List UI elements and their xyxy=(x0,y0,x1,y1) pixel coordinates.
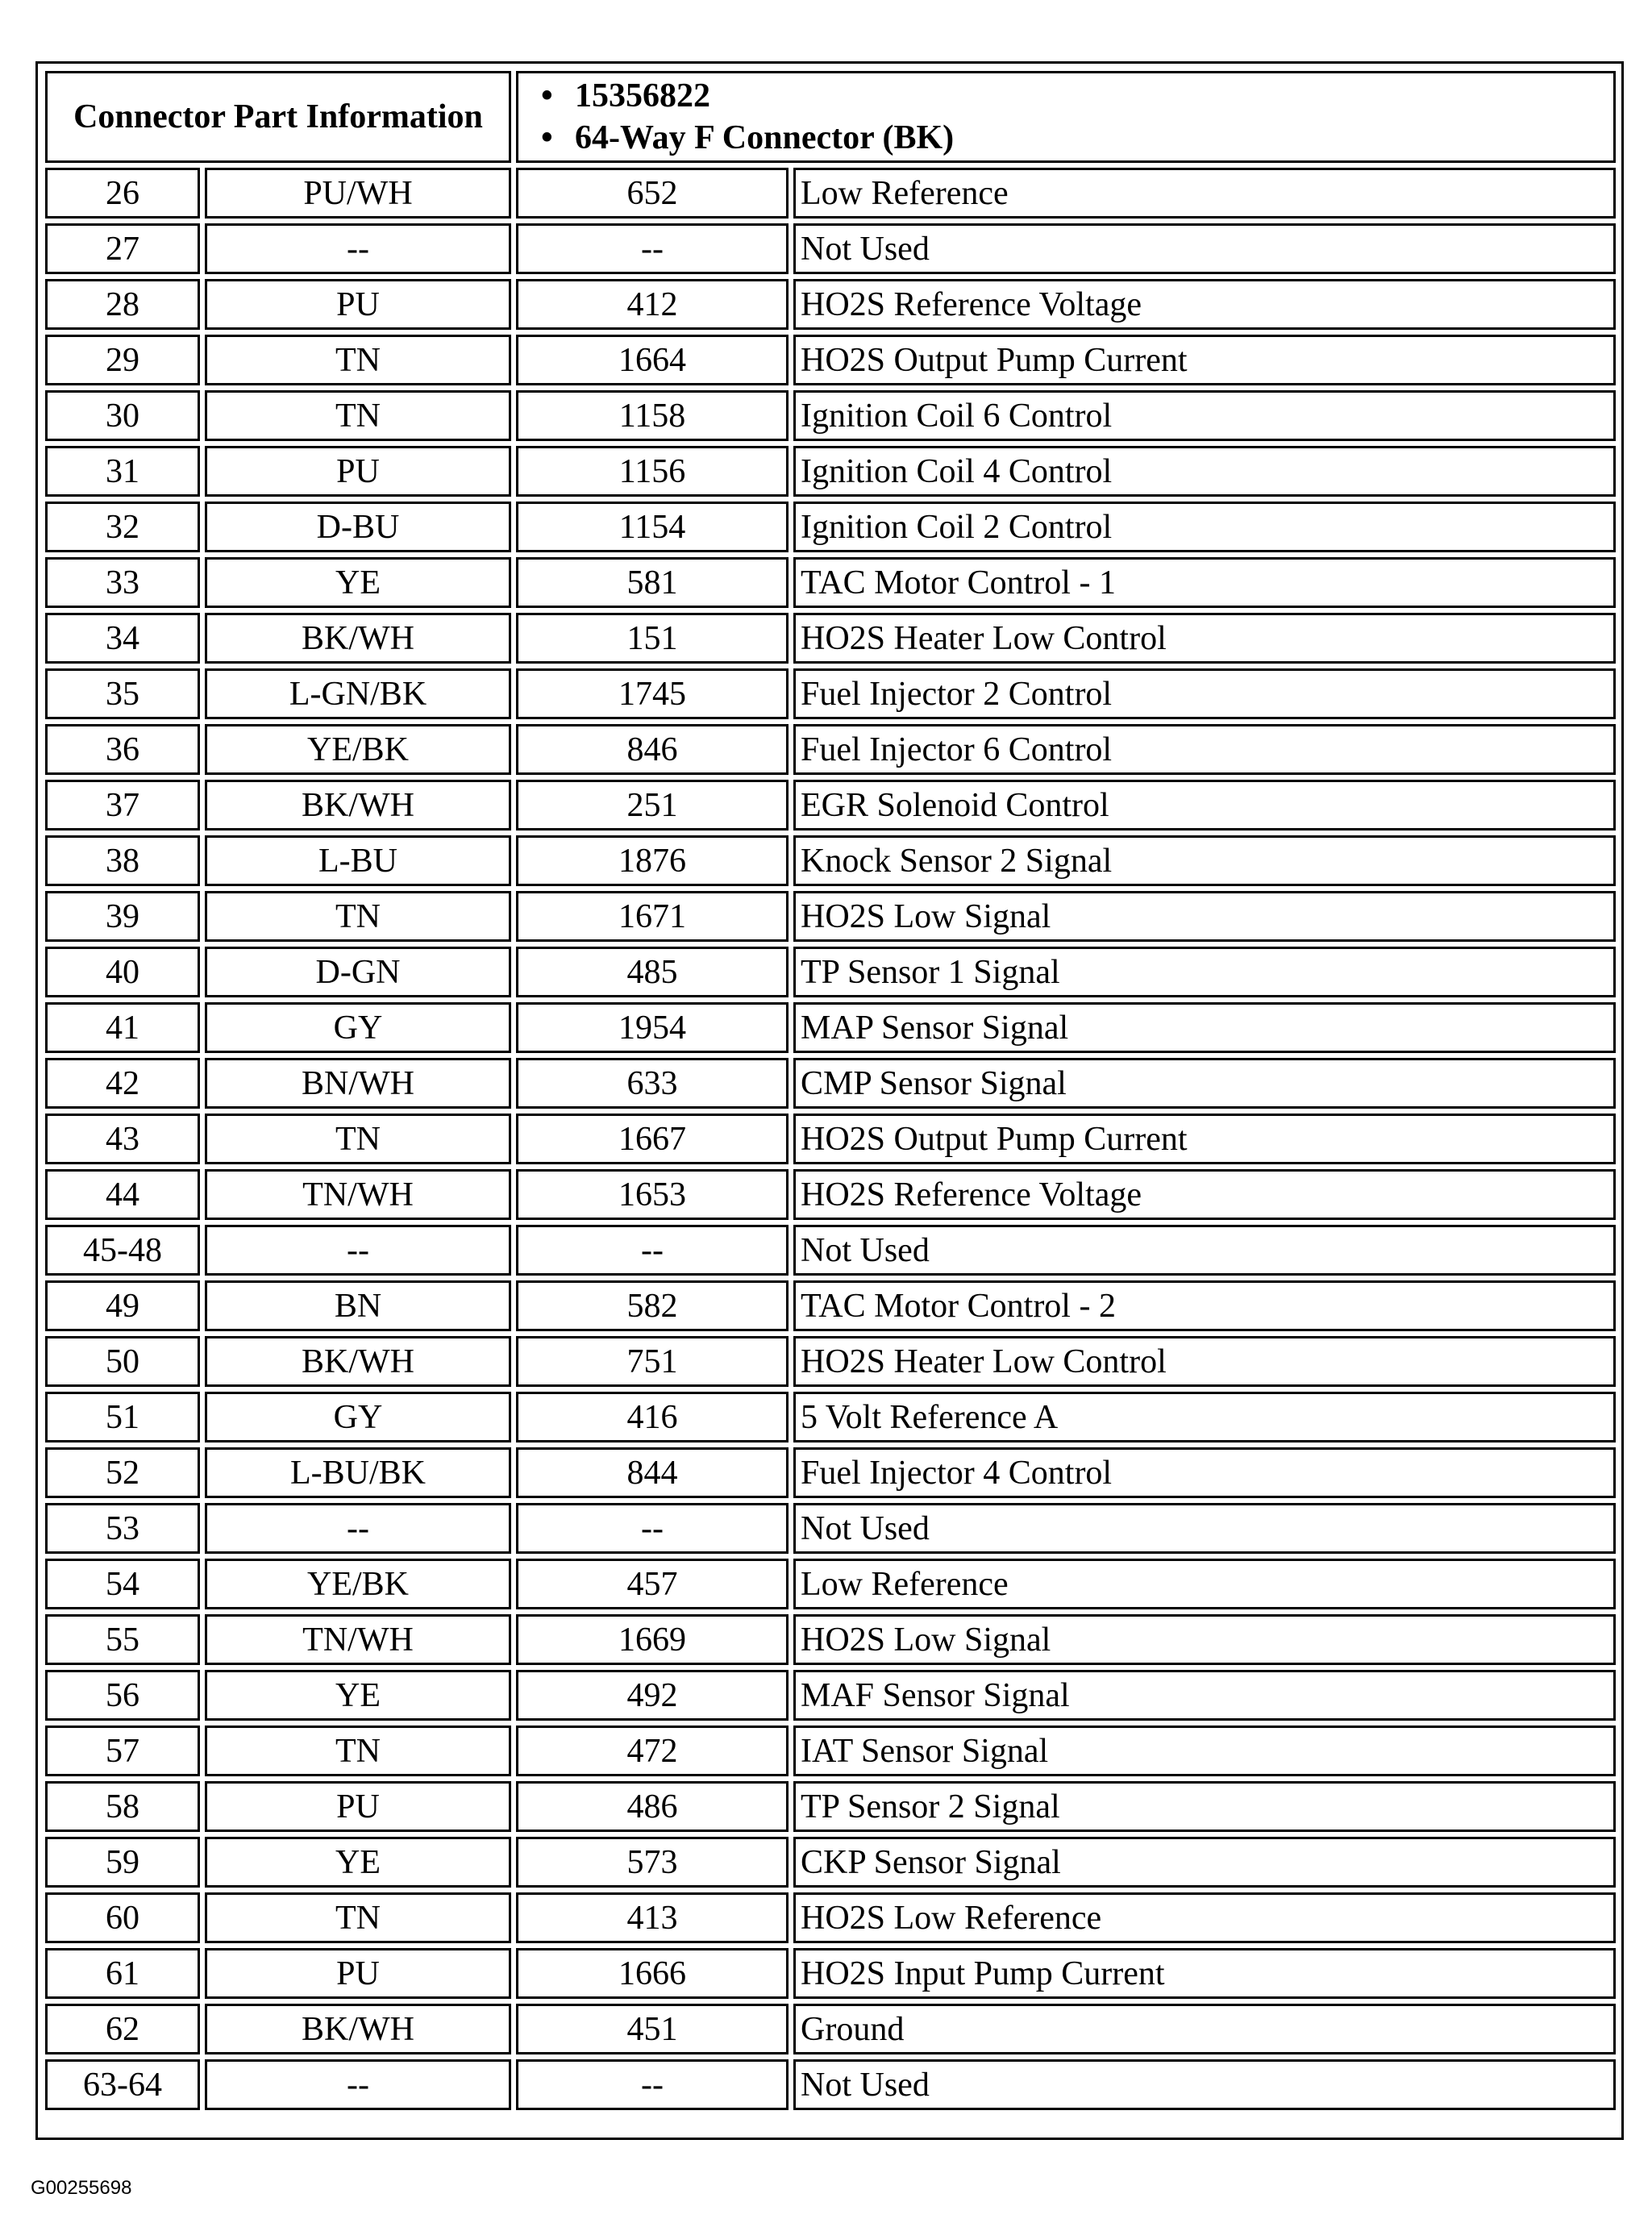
pin-cell: 27 xyxy=(45,223,200,274)
circuit-number-cell: 633 xyxy=(516,1058,789,1109)
function-cell: HO2S Output Pump Current xyxy=(793,1114,1616,1164)
function-cell: HO2S Reference Voltage xyxy=(793,279,1616,330)
function-cell: HO2S Heater Low Control xyxy=(793,613,1616,664)
wire-color-cell: TN xyxy=(205,1726,511,1776)
table-row xyxy=(45,724,1616,775)
wire-color-cell: PU xyxy=(205,279,511,330)
wire-color-cell: -- xyxy=(205,2059,511,2110)
wire-color-cell: -- xyxy=(205,1503,511,1554)
table-row xyxy=(45,2004,1616,2054)
table-row xyxy=(45,168,1616,219)
circuit-number-cell: 1158 xyxy=(516,390,789,441)
function-cell: Not Used xyxy=(793,1225,1616,1276)
wire-color-cell: TN xyxy=(205,891,511,942)
function-cell: Not Used xyxy=(793,223,1616,274)
pin-cell: 29 xyxy=(45,335,200,385)
circuit-number-cell: 1745 xyxy=(516,668,789,719)
function-cell: TAC Motor Control - 2 xyxy=(793,1280,1616,1331)
function-cell: Fuel Injector 2 Control xyxy=(793,668,1616,719)
wire-color-cell: TN/WH xyxy=(205,1614,511,1665)
part-number: • 15356822 xyxy=(575,75,1610,117)
table-row xyxy=(45,1837,1616,1888)
wire-color-cell: PU xyxy=(205,1948,511,1999)
table-row xyxy=(45,1614,1616,1665)
circuit-number-cell: 472 xyxy=(516,1726,789,1776)
wire-color-cell: YE xyxy=(205,1670,511,1721)
pin-cell: 30 xyxy=(45,390,200,441)
function-cell: Low Reference xyxy=(793,168,1616,219)
function-cell: HO2S Low Reference xyxy=(793,1892,1616,1943)
function-cell: CKP Sensor Signal xyxy=(793,1837,1616,1888)
table-row xyxy=(45,279,1616,330)
pin-cell: 58 xyxy=(45,1781,200,1832)
pin-cell: 54 xyxy=(45,1559,200,1609)
pin-cell: 41 xyxy=(45,1002,200,1053)
wire-color-cell: PU xyxy=(205,1781,511,1832)
circuit-number-cell: -- xyxy=(516,1503,789,1554)
function-cell: Not Used xyxy=(793,1503,1616,1554)
wire-color-cell: -- xyxy=(205,1225,511,1276)
wire-color-cell: L-BU/BK xyxy=(205,1447,511,1498)
circuit-number-cell: 416 xyxy=(516,1392,789,1442)
table-row xyxy=(45,1948,1616,1999)
function-cell: Fuel Injector 6 Control xyxy=(793,724,1616,775)
circuit-number-cell: 486 xyxy=(516,1781,789,1832)
pin-cell: 60 xyxy=(45,1892,200,1943)
pin-cell: 28 xyxy=(45,279,200,330)
table-row xyxy=(45,335,1616,385)
function-cell: Ignition Coil 4 Control xyxy=(793,446,1616,497)
pin-cell: 40 xyxy=(45,947,200,997)
circuit-number-cell: 652 xyxy=(516,168,789,219)
pin-cell: 36 xyxy=(45,724,200,775)
table-row xyxy=(45,613,1616,664)
circuit-number-cell: -- xyxy=(516,1225,789,1276)
wire-color-cell: TN/WH xyxy=(205,1169,511,1220)
circuit-number-cell: 1664 xyxy=(516,335,789,385)
pin-cell: 34 xyxy=(45,613,200,664)
table-row xyxy=(45,1726,1616,1776)
circuit-number-cell: 1671 xyxy=(516,891,789,942)
wire-color-cell: YE/BK xyxy=(205,724,511,775)
wire-color-cell: L-GN/BK xyxy=(205,668,511,719)
connector-description: • 64-Way F Connector (BK) xyxy=(575,117,1610,159)
table-row xyxy=(45,223,1616,274)
connector-part-information-label: Connector Part Information xyxy=(45,71,511,163)
circuit-number-cell: 846 xyxy=(516,724,789,775)
table-row xyxy=(45,446,1616,497)
table-row xyxy=(45,668,1616,719)
table-row xyxy=(45,1169,1616,1220)
circuit-number-cell: 485 xyxy=(516,947,789,997)
function-cell: TAC Motor Control - 1 xyxy=(793,557,1616,608)
wire-color-cell: YE xyxy=(205,557,511,608)
wire-color-cell: GY xyxy=(205,1392,511,1442)
table-row xyxy=(45,947,1616,997)
table-row xyxy=(45,1781,1616,1832)
wire-color-cell: PU/WH xyxy=(205,168,511,219)
pin-cell: 38 xyxy=(45,835,200,886)
table-row xyxy=(45,1559,1616,1609)
wire-color-cell: TN xyxy=(205,1892,511,1943)
circuit-number-cell: 582 xyxy=(516,1280,789,1331)
table-row xyxy=(45,1280,1616,1331)
circuit-number-cell: 1667 xyxy=(516,1114,789,1164)
header-row xyxy=(45,71,1616,163)
table-row xyxy=(45,835,1616,886)
pin-cell: 42 xyxy=(45,1058,200,1109)
circuit-number-cell: 1876 xyxy=(516,835,789,886)
function-cell: Low Reference xyxy=(793,1559,1616,1609)
function-cell: HO2S Reference Voltage xyxy=(793,1169,1616,1220)
function-cell: Knock Sensor 2 Signal xyxy=(793,835,1616,886)
function-cell: HO2S Input Pump Current xyxy=(793,1948,1616,1999)
circuit-number-cell: 492 xyxy=(516,1670,789,1721)
circuit-number-cell: 573 xyxy=(516,1837,789,1888)
figure-code: G00255698 xyxy=(31,2177,132,2199)
function-cell: IAT Sensor Signal xyxy=(793,1726,1616,1776)
pin-cell: 33 xyxy=(45,557,200,608)
wire-color-cell: TN xyxy=(205,1114,511,1164)
wire-color-cell: -- xyxy=(205,223,511,274)
wire-color-cell: YE/BK xyxy=(205,1559,511,1609)
circuit-number-cell: 844 xyxy=(516,1447,789,1498)
function-cell: EGR Solenoid Control xyxy=(793,780,1616,831)
circuit-number-cell: 751 xyxy=(516,1336,789,1387)
wire-color-cell: D-GN xyxy=(205,947,511,997)
table-row xyxy=(45,390,1616,441)
wire-color-cell: BK/WH xyxy=(205,780,511,831)
pin-cell: 57 xyxy=(45,1726,200,1776)
table-row xyxy=(45,1503,1616,1554)
pin-cell: 35 xyxy=(45,668,200,719)
circuit-number-cell: 1156 xyxy=(516,446,789,497)
function-cell: MAP Sensor Signal xyxy=(793,1002,1616,1053)
function-cell: TP Sensor 2 Signal xyxy=(793,1781,1616,1832)
pin-cell: 32 xyxy=(45,502,200,552)
wire-color-cell: TN xyxy=(205,335,511,385)
pin-cell: 44 xyxy=(45,1169,200,1220)
pin-cell: 62 xyxy=(45,2004,200,2054)
table-row xyxy=(45,891,1616,942)
part-info-list xyxy=(575,75,1610,159)
pin-cell: 52 xyxy=(45,1447,200,1498)
table-row xyxy=(45,557,1616,608)
circuit-number-cell: 451 xyxy=(516,2004,789,2054)
table-row xyxy=(45,1892,1616,1943)
pin-cell: 51 xyxy=(45,1392,200,1442)
table-row xyxy=(45,1336,1616,1387)
pin-cell: 63-64 xyxy=(45,2059,200,2110)
wire-color-cell: YE xyxy=(205,1837,511,1888)
pin-cell: 50 xyxy=(45,1336,200,1387)
pin-cell: 45-48 xyxy=(45,1225,200,1276)
pin-cell: 37 xyxy=(45,780,200,831)
pin-cell: 56 xyxy=(45,1670,200,1721)
pin-cell: 39 xyxy=(45,891,200,942)
function-cell: Fuel Injector 4 Control xyxy=(793,1447,1616,1498)
circuit-number-cell: 1653 xyxy=(516,1169,789,1220)
wire-color-cell: BN/WH xyxy=(205,1058,511,1109)
circuit-number-cell: 151 xyxy=(516,613,789,664)
circuit-number-cell: -- xyxy=(516,2059,789,2110)
function-cell: Ignition Coil 2 Control xyxy=(793,502,1616,552)
pin-cell: 43 xyxy=(45,1114,200,1164)
function-cell: HO2S Low Signal xyxy=(793,1614,1616,1665)
wire-color-cell: BN xyxy=(205,1280,511,1331)
wire-color-cell: PU xyxy=(205,446,511,497)
table-row xyxy=(45,502,1616,552)
circuit-number-cell: 413 xyxy=(516,1892,789,1943)
table-row xyxy=(45,780,1616,831)
table-row xyxy=(45,1002,1616,1053)
function-cell: MAF Sensor Signal xyxy=(793,1670,1616,1721)
wire-color-cell: BK/WH xyxy=(205,1336,511,1387)
wire-color-cell: BK/WH xyxy=(205,2004,511,2054)
circuit-number-cell: 1154 xyxy=(516,502,789,552)
pin-cell: 53 xyxy=(45,1503,200,1554)
pin-cell: 49 xyxy=(45,1280,200,1331)
table-row xyxy=(45,1392,1616,1442)
function-cell: Ground xyxy=(793,2004,1616,2054)
connector-part-information-values xyxy=(516,71,1616,163)
table-row xyxy=(45,1225,1616,1276)
pin-cell: 26 xyxy=(45,168,200,219)
table-row xyxy=(45,1670,1616,1721)
circuit-number-cell: -- xyxy=(516,223,789,274)
pin-cell: 61 xyxy=(45,1948,200,1999)
function-cell: Not Used xyxy=(793,2059,1616,2110)
wire-color-cell: L-BU xyxy=(205,835,511,886)
circuit-number-cell: 1954 xyxy=(516,1002,789,1053)
wire-color-cell: GY xyxy=(205,1002,511,1053)
function-cell: TP Sensor 1 Signal xyxy=(793,947,1616,997)
table-row xyxy=(45,1447,1616,1498)
circuit-number-cell: 457 xyxy=(516,1559,789,1609)
wire-color-cell: D-BU xyxy=(205,502,511,552)
wire-color-cell: TN xyxy=(205,390,511,441)
circuit-number-cell: 1669 xyxy=(516,1614,789,1665)
function-cell: HO2S Low Signal xyxy=(793,891,1616,942)
circuit-number-cell: 1666 xyxy=(516,1948,789,1999)
function-cell: Ignition Coil 6 Control xyxy=(793,390,1616,441)
table-body xyxy=(45,71,1616,2110)
function-cell: 5 Volt Reference A xyxy=(793,1392,1616,1442)
circuit-number-cell: 251 xyxy=(516,780,789,831)
connector-pinout-table xyxy=(40,66,1621,2115)
wire-color-cell: BK/WH xyxy=(205,613,511,664)
pin-cell: 59 xyxy=(45,1837,200,1888)
pin-cell: 55 xyxy=(45,1614,200,1665)
table-row xyxy=(45,2059,1616,2110)
table-row xyxy=(45,1058,1616,1109)
table-row xyxy=(45,1114,1616,1164)
function-cell: HO2S Heater Low Control xyxy=(793,1336,1616,1387)
circuit-number-cell: 581 xyxy=(516,557,789,608)
pin-cell: 31 xyxy=(45,446,200,497)
circuit-number-cell: 412 xyxy=(516,279,789,330)
function-cell: HO2S Output Pump Current xyxy=(793,335,1616,385)
function-cell: CMP Sensor Signal xyxy=(793,1058,1616,1109)
